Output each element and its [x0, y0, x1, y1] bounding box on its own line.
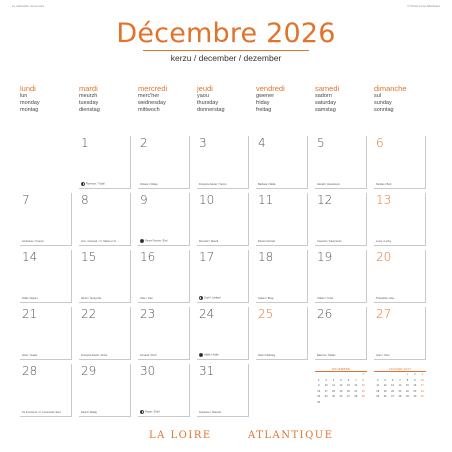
weekday-label-fr: samedi	[315, 84, 340, 93]
mini-day: 22	[361, 389, 365, 393]
weekday-label-fr: vendredi	[256, 84, 285, 93]
mini-day: 21	[354, 389, 358, 393]
weekday-label-en: monday	[20, 100, 40, 106]
mini-day: 9	[414, 378, 416, 382]
weekday-header-6	[374, 84, 434, 114]
day-number: 10	[199, 193, 215, 207]
mini-day: 31	[420, 395, 424, 398]
saint-text: Viviane / Didag	[140, 183, 158, 186]
mini-day: 9	[317, 384, 320, 387]
weekday-label-de: samstag	[315, 107, 336, 113]
mini-day	[337, 373, 344, 378]
weekday-header-5	[315, 84, 375, 114]
mini-day: 27	[346, 395, 350, 398]
saint-names	[22, 297, 38, 300]
day-cell[interactable]	[315, 307, 367, 360]
mini-calendar-title: NOVEMBRE	[315, 367, 367, 372]
saint-names	[22, 354, 37, 357]
mini-day: 1	[406, 373, 409, 376]
day-cell[interactable]	[197, 364, 249, 417]
weekday-header-2	[138, 84, 198, 114]
mini-day: 8	[406, 378, 409, 382]
weekday-label-en: tuesday	[79, 100, 99, 106]
mini-day: 18	[376, 389, 380, 393]
saint-names	[81, 354, 107, 357]
mini-calendar-days	[374, 373, 426, 400]
weekday-label-br: yaou	[197, 93, 209, 99]
mini-day: 27	[391, 395, 394, 398]
weekday-header-3	[197, 84, 257, 114]
mini-day	[389, 373, 396, 378]
weekday-label-fr: jeudi	[197, 84, 213, 93]
day-number: 13	[376, 193, 392, 207]
day-number: 12	[317, 193, 333, 207]
mini-day	[352, 373, 359, 378]
mini-day: 24	[324, 395, 328, 398]
saint-text: Ninon / Sunig Kla	[81, 297, 102, 300]
weekday-label-br: meurzh	[79, 93, 98, 99]
saint-names	[81, 411, 97, 414]
mini-day: 30	[413, 395, 417, 398]
day-cell[interactable]	[256, 250, 308, 303]
day-number: 28	[22, 364, 38, 378]
mini-day: 14	[354, 384, 358, 387]
saint-names	[258, 354, 275, 357]
saint-names	[199, 296, 221, 300]
weekday-label-en: friday	[256, 100, 270, 106]
day-cell[interactable]	[20, 250, 72, 303]
saint-text: Corentin / Kaourentin	[317, 240, 342, 243]
saint-text: Sylvestre / Sekvest	[199, 411, 222, 414]
mini-day	[322, 373, 329, 378]
day-cell[interactable]	[79, 136, 131, 189]
saint-names	[258, 297, 273, 300]
mini-day: 11	[376, 384, 380, 387]
mini-calendar-title: JANVIER 2027	[374, 367, 426, 372]
day-number: 4	[258, 136, 266, 150]
page-title: Décembre 2026	[116, 18, 336, 49]
day-cell[interactable]	[197, 193, 249, 246]
saint-names	[199, 183, 226, 186]
day-cell[interactable]	[315, 136, 367, 189]
saint-text: Lucie / Lucky	[376, 240, 392, 243]
mini-day	[396, 373, 403, 378]
saint-names	[317, 240, 342, 243]
mini-day: 11	[332, 384, 335, 387]
last-moon-icon	[81, 182, 85, 186]
day-cell[interactable]	[79, 307, 131, 360]
mini-day: 28	[354, 395, 358, 398]
header-right-note: © Photo Loire-Atlantique	[407, 4, 440, 8]
saint-text: Étienne / Stefan	[317, 354, 336, 357]
saint-text: Alice / Glai	[140, 297, 153, 300]
saint-text: Odile / Eginer	[22, 297, 38, 300]
day-cell[interactable]	[315, 250, 367, 303]
saint-text: Daniel / Deniel	[258, 240, 275, 243]
day-number: 1	[81, 136, 89, 150]
mini-day: 13	[346, 384, 350, 387]
full-moon-icon	[140, 239, 144, 243]
saint-names	[22, 240, 44, 243]
mini-day: 5	[384, 378, 386, 382]
saint-text: Gatien / Brag	[258, 297, 274, 300]
mini-day: 17	[324, 389, 328, 393]
saint-names	[376, 354, 390, 357]
mini-day: 13	[391, 384, 394, 387]
saint-names	[140, 183, 157, 186]
saint-names	[81, 240, 117, 243]
saint-text: Florence / Tudal	[86, 182, 105, 186]
day-cell[interactable]	[138, 250, 190, 303]
day-number: 21	[22, 307, 38, 321]
day-number: 30	[140, 364, 156, 378]
mini-day: 2	[414, 373, 416, 376]
saint-names	[199, 411, 221, 414]
saint-text: Jean / Yann	[376, 354, 390, 357]
mini-day	[374, 373, 381, 378]
weekday-label-br: merc'her	[138, 93, 160, 99]
saint-names	[199, 353, 218, 357]
day-cell[interactable]	[138, 136, 190, 189]
day-cell[interactable]	[138, 364, 190, 417]
last-moon-icon	[140, 410, 144, 414]
saint-text: Imm. Concept. / C. Marie en S.	[81, 240, 117, 243]
mini-day: 8	[362, 378, 364, 382]
mini-day: 25	[376, 395, 380, 398]
day-cell[interactable]	[197, 307, 249, 360]
day-number: 2	[140, 136, 148, 150]
day-cell[interactable]	[20, 364, 72, 417]
weekday-label-en: thursday	[197, 100, 219, 106]
footer-right-word: ATLANTIQUE	[248, 430, 334, 441]
weekday-label-de: freitag	[256, 107, 272, 113]
day-number: 20	[376, 250, 392, 264]
saint-names	[81, 297, 101, 300]
mini-day: 16	[413, 384, 417, 387]
saint-text: Ambroise / Yuonez	[22, 240, 44, 243]
weekday-header-0	[20, 84, 80, 114]
saint-text: David / Madig	[81, 411, 97, 414]
weekday-header-1	[79, 84, 139, 114]
mini-day: 6	[347, 378, 350, 382]
weekday-label-fr: dimanche	[374, 84, 407, 93]
saint-text: Gérald / Heurezeoù	[317, 183, 340, 186]
mini-day: 25	[332, 395, 335, 398]
saint-names	[376, 297, 394, 300]
day-number: 16	[140, 250, 156, 264]
mini-day	[315, 373, 322, 378]
day-cell[interactable]	[79, 364, 131, 417]
mini-day	[330, 373, 337, 378]
mini-day: 20	[346, 389, 350, 393]
day-cell[interactable]	[79, 250, 131, 303]
weekday-label-en: wednesday	[138, 100, 166, 106]
weekday-header-4	[256, 84, 316, 114]
mini-day: 26	[383, 395, 387, 398]
weekday-label-de: donnerstag	[197, 107, 225, 113]
weekday-label-fr: mardi	[79, 84, 98, 93]
day-number: 29	[81, 364, 97, 378]
first-moon-icon	[199, 296, 203, 300]
saint-text: François-Xavier / Emel	[81, 354, 108, 357]
mini-calendar	[374, 367, 426, 400]
saint-text: Gaël / Junkael	[204, 296, 221, 300]
day-cell[interactable]	[138, 193, 190, 246]
footer-left-word: LA LOIRE	[149, 430, 212, 441]
saint-names	[81, 182, 105, 186]
day-number: 25	[258, 307, 274, 321]
mini-day: 15	[405, 384, 409, 387]
mini-day: 7	[399, 378, 401, 382]
saint-names	[258, 183, 276, 186]
day-number: 18	[258, 250, 274, 264]
saint-text: Urbain / Yozef	[317, 297, 334, 300]
mini-day	[345, 373, 352, 378]
mini-day: 12	[383, 384, 387, 387]
weekday-label-br: sadorn	[315, 93, 332, 99]
saint-text: Hiver / Gaële	[22, 354, 38, 357]
weekday-label-en: sunday	[374, 100, 392, 106]
day-number: 11	[258, 193, 274, 207]
mini-day: 15	[361, 384, 365, 387]
day-number: 14	[22, 250, 38, 264]
saint-text: Nicolas / Bod	[376, 183, 392, 186]
mini-day: 28	[398, 395, 402, 398]
mini-day: 26	[339, 395, 343, 398]
day-number: 9	[140, 193, 148, 207]
day-cell[interactable]	[138, 307, 190, 360]
title-underline	[143, 50, 309, 51]
mini-day: 20	[391, 389, 394, 393]
day-cell[interactable]	[256, 136, 308, 189]
mini-day: 17	[420, 384, 424, 387]
day-cell[interactable]	[256, 307, 308, 360]
weekday-label-en: saturday	[315, 100, 337, 106]
mini-day: 19	[383, 389, 387, 393]
day-number: 31	[199, 364, 215, 378]
full-moon-icon	[199, 353, 203, 357]
mini-day: 18	[332, 389, 335, 393]
mini-day: 23	[317, 395, 321, 398]
mini-day: 24	[420, 389, 424, 393]
saint-names	[317, 297, 333, 300]
day-cell[interactable]	[374, 307, 426, 360]
saint-text: Romaric / Klaudi	[199, 240, 219, 243]
day-number: 6	[376, 136, 384, 150]
saint-text: Noël / Nedeleg	[258, 354, 276, 357]
mini-day	[381, 373, 388, 378]
weekday-label-de: dienstag	[79, 107, 100, 113]
day-cell[interactable]	[374, 250, 426, 303]
mini-day: 23	[413, 389, 417, 393]
saint-text: Barbara / Melle	[258, 183, 276, 186]
saint-names	[258, 240, 275, 243]
weekday-label-de: sonntag	[374, 107, 394, 113]
mini-day: 19	[339, 389, 343, 393]
mini-day: 10	[420, 378, 424, 382]
weekday-label-fr: mercredi	[138, 84, 168, 93]
mini-day: 29	[361, 395, 365, 398]
day-number: 26	[317, 307, 333, 321]
saint-text: Ss Innocents / C. Innocentré Sant	[22, 411, 61, 414]
weekday-label-de: mittwoch	[138, 107, 160, 113]
day-cell[interactable]	[197, 136, 249, 189]
mini-day: 6	[391, 378, 394, 382]
mini-day: 7	[355, 378, 357, 382]
day-number: 15	[81, 250, 97, 264]
page-subtitle: kerzu / december / dezember	[170, 53, 282, 63]
weekday-label-br: sul	[374, 93, 382, 99]
mini-day: 4	[332, 378, 335, 382]
day-number: 19	[317, 250, 333, 264]
weekday-label-br: gwener	[256, 93, 275, 99]
day-number: 8	[81, 193, 89, 207]
saint-text: Théophile / Abe	[376, 297, 395, 300]
saint-text: François-Xavier / Yezoù	[199, 183, 227, 186]
saint-names	[199, 240, 218, 243]
day-cell[interactable]	[256, 193, 308, 246]
day-number: 22	[81, 307, 97, 321]
weekday-label-de: montag	[20, 107, 39, 113]
day-cell[interactable]	[79, 193, 131, 246]
mini-day: 12	[339, 384, 343, 387]
saint-text: Roger / Ertel	[145, 410, 160, 414]
day-number: 27	[376, 307, 392, 321]
mini-calendar	[315, 367, 367, 405]
mini-day: 22	[405, 389, 409, 393]
day-number: 23	[140, 307, 156, 321]
saint-names	[376, 183, 391, 186]
saint-names	[140, 239, 167, 243]
mini-day: 2	[317, 378, 320, 382]
mini-day: 30	[317, 400, 321, 404]
mini-day: 1	[362, 373, 364, 376]
saint-names	[140, 297, 152, 300]
day-cell[interactable]	[374, 136, 426, 189]
mini-day: 29	[405, 395, 409, 398]
saint-names	[140, 354, 157, 357]
mini-calendar-days	[315, 373, 367, 405]
saint-text: Adèle / Adila	[204, 353, 219, 357]
mini-day: 16	[317, 389, 321, 393]
saint-text: Pierre Fourier / Eryl	[145, 239, 168, 243]
mini-day: 3	[421, 373, 423, 376]
mini-day: 3	[325, 378, 327, 382]
saint-text: Armand / Dinh	[140, 354, 157, 357]
mini-day: 14	[398, 384, 402, 387]
header-left-note: Le calendrier de la Loire	[12, 4, 45, 8]
day-cell[interactable]	[374, 193, 426, 246]
day-cell[interactable]	[315, 193, 367, 246]
saint-names	[22, 411, 61, 414]
day-number: 3	[199, 136, 207, 150]
saint-names	[140, 410, 160, 414]
mini-day: 10	[324, 384, 328, 387]
weekday-label-br: lun	[20, 93, 28, 99]
day-cell[interactable]	[20, 193, 72, 246]
day-number: 5	[317, 136, 325, 150]
mini-day: 21	[398, 389, 402, 393]
day-number: 24	[199, 307, 215, 321]
mini-day: 5	[340, 378, 342, 382]
saint-names	[376, 240, 391, 243]
day-cell[interactable]	[20, 307, 72, 360]
saint-names	[317, 354, 335, 357]
weekday-label-fr: lundi	[20, 84, 36, 93]
day-number: 7	[22, 193, 30, 207]
day-number: 17	[199, 250, 215, 264]
saint-names	[317, 183, 340, 186]
mini-day: 4	[376, 378, 379, 382]
day-cell[interactable]	[197, 250, 249, 303]
